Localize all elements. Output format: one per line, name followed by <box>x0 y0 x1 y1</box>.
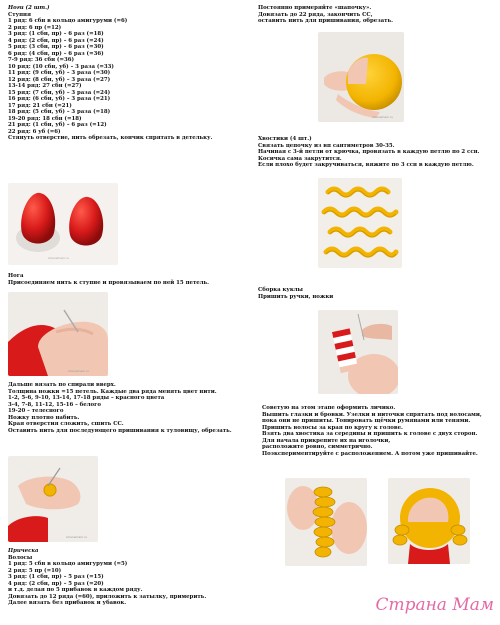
hair-line: Волосы <box>8 554 33 561</box>
legs-line: 18 ряд: (5 сбн, уб) – 3 раза (=18) <box>8 109 111 115</box>
leg-cont-section <box>8 382 232 434</box>
assembly-title: Сборка куклы <box>258 287 303 293</box>
advice-line: Взять два хвостика за середины и пришить к голове с двух сторон. <box>262 431 478 437</box>
leg-cont-line: Дальше вязать по спирали вверх. <box>8 382 116 388</box>
feet-photo <box>8 183 118 265</box>
tails-line: Начиная с 3-й петли от крючка, провязать в каждую петлю по 2 ссн. <box>258 149 480 155</box>
legs-line: 7-9 ряд: 36 сбн (=36) <box>8 57 75 63</box>
hair-start-photo <box>8 456 98 542</box>
assembly-photo <box>318 310 398 394</box>
pinning-tails-photo <box>285 478 367 566</box>
advice-section <box>262 405 482 457</box>
advice-line: Для начала прикрепите их на иголочки, <box>262 437 391 444</box>
leg-cont-line: 1-2, 5-6, 9-10, 13-14, 17-18 ряды – красного цвета <box>8 395 165 401</box>
assembly-line: Пришить ручки, ножки <box>258 293 334 300</box>
leg-knitting-photo <box>8 292 108 376</box>
hair-line: Далее вязать без прибавок и убавок. <box>8 600 127 606</box>
legs-line: Стянуть отверстие, нить обрезать, кончик спрятать в детельку. <box>8 135 213 141</box>
legs-line: 6 ряд: (4 сбн, пр) – 6 раз (=36) <box>8 50 104 57</box>
advice-line: Поэкспериментируйте с расположением. А потом уже пришивайте. <box>262 450 478 457</box>
advice-line: Пришить волосы за края по кругу к голове. <box>262 424 403 431</box>
legs-line: 12 ряд: (8 сбн, уб) – 3 раза (=27) <box>8 76 111 83</box>
legs-title: Ноги (2 шт.) <box>8 5 50 11</box>
leg-cont-line: Толщина ножки =15 петель. Каждые два ряда менять цвет нити. <box>8 388 217 395</box>
legs-line: 13-14 ряд: 27 сбн (=27) <box>8 83 82 89</box>
cap-line: Постоянно примеряйте «шапочку». <box>258 5 372 11</box>
leg-section <box>8 273 209 286</box>
legs-line: 10 ряд: (10 сбн, уб) – 3 раза (=33) <box>8 63 114 70</box>
leg-cont-line: 3-4, 7-8, 11-12, 15-16 – белого <box>8 401 101 408</box>
leg-cont-line: 19-20 – телесного <box>8 408 64 414</box>
hair-section <box>8 548 206 607</box>
photo-caption: stranamam.ru <box>68 369 90 373</box>
hair-line: 4 ряд: (2 сбн, пр) – 5 раз (=20) <box>8 580 104 587</box>
leg-title: Нога <box>8 273 24 279</box>
hair-line: и т.д. делая по 5 прибавок в каждом ряду. <box>8 587 143 593</box>
leg-cont-line: Оставить нить для последующего пришивания к туловищу, обрезать. <box>8 427 232 434</box>
advice-line: расположите ровно, симметрично. <box>262 444 373 450</box>
tails-line: Косичка сама закрутится. <box>258 155 342 162</box>
photo-caption: stranamam.ru <box>372 115 394 119</box>
advice-line: Вышить глазки и бровки. Узелки и ниточки спрятать под волосами, <box>262 411 482 418</box>
cap-line: оставить нить для пришивания, обрезать. <box>258 18 394 24</box>
advice-line: пока они не пришиты. Тонировать щёчки румянами или тенями. <box>262 418 471 424</box>
legs-line: 4 ряд: (2 сбн, пр) – 6 раз (=24) <box>8 37 104 44</box>
legs-line: 16 ряд: (6 сбн, уб) – 3 раза (=21) <box>8 96 111 102</box>
legs-line: 11 ряд: (9 сбн, уб) – 3 раза (=30) <box>8 70 111 76</box>
tails-line: Связать цепочку из вп сантиметров 30-35. <box>258 142 395 149</box>
leg-cont-line: Края отверстия сложить, сшить СС. <box>8 421 124 427</box>
legs-line: 1 ряд: 6 сбн в кольцо амигуруми (=6) <box>8 18 128 24</box>
hair-line: Довязать до 12 ряда (=60), приложить к затылку, примерить. <box>8 593 207 600</box>
cap-line: Довязать до 22 ряда, закончить СС, <box>258 11 373 18</box>
legs-line: 19-20 ряд: 18 сбн (=18) <box>8 115 82 122</box>
advice-line: Советую на этом этапе оформить личико. <box>262 405 396 411</box>
legs-line: 3 ряд: (1 сбн, пр) – 6 раз (=18) <box>8 31 104 37</box>
cap-section <box>258 5 393 25</box>
tails-title: Хвостики (4 шт.) <box>258 136 312 142</box>
doll-hair-photo <box>388 478 470 564</box>
legs-line: 17 ряд: 21 сбн (=21) <box>8 102 72 109</box>
hair-title: Прическа <box>8 548 39 554</box>
tails-section <box>258 136 479 169</box>
hair-line: 2 ряд: 5 пр (=10) <box>8 567 62 574</box>
legs-line: 22 ряд: 6 уб (=6) <box>8 128 61 135</box>
legs-line: Ступня <box>8 11 31 18</box>
tails-photo <box>318 178 402 268</box>
site-watermark: Страна Мам <box>375 595 494 615</box>
leg-line: Присоединяем нить к ступне и провязываем по ней 15 петель. <box>8 279 210 286</box>
assembly-section <box>258 287 333 300</box>
photo-caption: stranamam.ru <box>48 256 70 260</box>
legs-section <box>8 5 212 142</box>
legs-line: 5 ряд: (3 сбн, пр) – 6 раз (=30) <box>8 44 104 50</box>
legs-line: 2 ряд: 6 пр (=12) <box>8 24 62 31</box>
hair-line: 1 ряд: 5 сбн в кольцо амигуруми (=5) <box>8 561 128 567</box>
leg-cont-line: Ножку плотно набить. <box>8 414 80 421</box>
legs-line: 21 ряд: (1 сбн, уб) – 6 раз (=12) <box>8 122 107 128</box>
legs-line: 15 ряд: (7 сбн, уб) – 3 раза (=24) <box>8 89 111 96</box>
head-cap-photo <box>318 32 404 122</box>
photo-caption: stranamam.ru <box>66 535 88 539</box>
tails-line: Если плохо будет закручиваться, вяжите по 3 ссн в каждую петлю. <box>258 162 474 168</box>
hair-line: 3 ряд: (1 сбн, пр) – 5 раз (=15) <box>8 574 104 580</box>
